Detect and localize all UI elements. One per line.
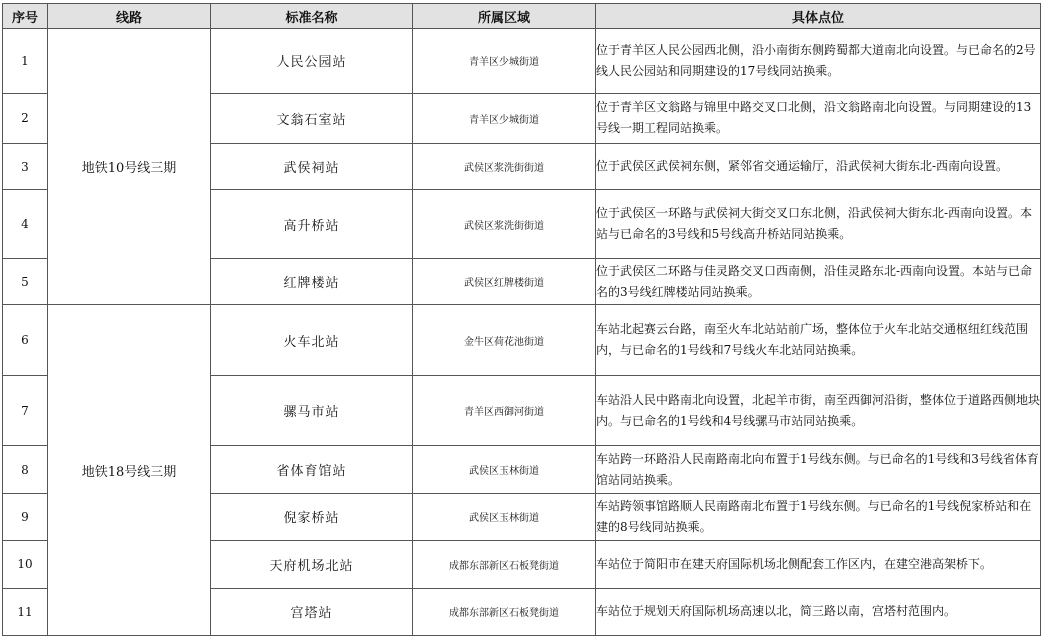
header-index: 序号 [3, 4, 48, 29]
table-row [3, 305, 1041, 376]
district-name: 青羊区少城街道 [413, 29, 596, 94]
table-header-row [3, 4, 1041, 29]
row-index: 6 [3, 305, 48, 376]
location-description: 车站位于简阳市在建天府国际机场北侧配套工作区内，在建空港高架桥下。 [596, 541, 1041, 588]
row-index: 4 [3, 190, 48, 259]
row-index: 8 [3, 446, 48, 493]
row-index: 5 [3, 258, 48, 304]
district-name: 武侯区浆洗街街道 [413, 143, 596, 189]
location-description: 车站跨一环路沿人民南路南北向布置于1号线东侧。与已命名的1号线和3号线省体育馆站同站换乘。 [596, 446, 1041, 493]
station-name: 高升桥站 [211, 190, 413, 259]
header-line: 线路 [48, 4, 211, 29]
table-row [3, 29, 1041, 94]
header-location: 具体点位 [596, 4, 1041, 29]
location-description: 位于青羊区文翁路与锦里中路交叉口北侧，沿文翁路南北向设置。与同期建设的13号线一期工程同站换乘。 [596, 93, 1041, 143]
district-name: 金牛区荷花池街道 [413, 305, 596, 376]
location-description: 车站北起赛云台路，南至火车北站站前广场，整体位于火车北站交通枢纽红线范围内，与已命名的1号线和7号线火车北站同站换乘。 [596, 305, 1041, 376]
location-description: 位于武侯区一环路与武侯祠大街交叉口东北侧，沿武侯祠大街东北-西南向设置。本站与已命名的3号线和5号线高升桥站同站换乘。 [596, 190, 1041, 259]
station-name: 倪家桥站 [211, 493, 413, 540]
district-name: 武侯区浆洗街街道 [413, 190, 596, 259]
station-name: 天府机场北站 [211, 541, 413, 588]
station-name: 人民公园站 [211, 29, 413, 94]
row-index: 1 [3, 29, 48, 94]
location-description: 位于青羊区人民公园西北侧，沿小南街东侧跨蜀都大道南北向设置。与已命名的2号线人民公园站和同期建设的17号线同站换乘。 [596, 29, 1041, 94]
location-description: 位于武侯区武侯祠东侧，紧邻省交通运输厅，沿武侯祠大街东北-西南向设置。 [596, 143, 1041, 189]
row-index: 7 [3, 375, 48, 446]
location-description: 车站沿人民中路南北向设置，北起羊市街，南至西御河沿街，整体位于道路西侧地块内。与已命名的1号线和4号线骡马市站同站换乘。 [596, 375, 1041, 446]
district-name: 青羊区少城街道 [413, 93, 596, 143]
line-name-cell: 地铁18号线三期 [48, 305, 211, 636]
station-name: 省体育馆站 [211, 446, 413, 493]
district-name: 青羊区西御河街道 [413, 375, 596, 446]
district-name: 成都东部新区石板凳街道 [413, 588, 596, 635]
row-index: 11 [3, 588, 48, 635]
district-name: 成都东部新区石板凳街道 [413, 541, 596, 588]
station-name: 红牌楼站 [211, 258, 413, 304]
station-name: 文翁石室站 [211, 93, 413, 143]
station-name: 火车北站 [211, 305, 413, 376]
location-description: 车站位于规划天府国际机场高速以北，简三路以南，宫塔村范围内。 [596, 588, 1041, 635]
station-name: 骡马市站 [211, 375, 413, 446]
district-name: 武侯区玉林街道 [413, 446, 596, 493]
line-name-cell: 地铁10号线三期 [48, 29, 211, 305]
district-name: 武侯区玉林街道 [413, 493, 596, 540]
header-district: 所属区域 [413, 4, 596, 29]
row-index: 9 [3, 493, 48, 540]
row-index: 10 [3, 541, 48, 588]
row-index: 2 [3, 93, 48, 143]
station-naming-table [2, 3, 1041, 636]
station-name: 宫塔站 [211, 588, 413, 635]
header-standard-name: 标准名称 [211, 4, 413, 29]
station-name: 武侯祠站 [211, 143, 413, 189]
location-description: 车站跨领事馆路顺人民南路南北布置于1号线东侧。与已命名的1号线倪家桥站和在建的8号线同站换乘。 [596, 493, 1041, 540]
location-description: 位于武侯区二环路与佳灵路交叉口西南侧，沿佳灵路东北-西南向设置。本站与已命名的3号线红牌楼站同站换乘。 [596, 258, 1041, 304]
district-name: 武侯区红牌楼街道 [413, 258, 596, 304]
row-index: 3 [3, 143, 48, 189]
